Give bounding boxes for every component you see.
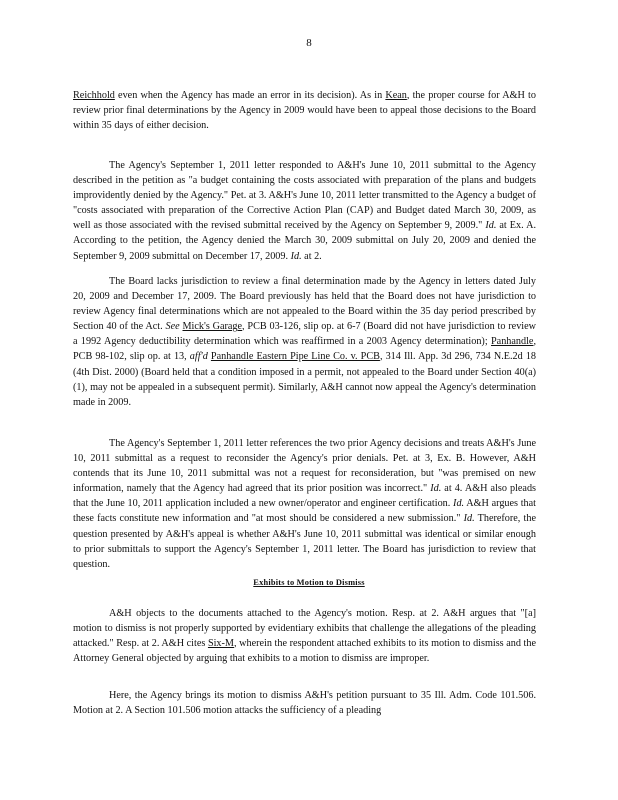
paragraph-september-letter <box>73 158 536 264</box>
text-run: A&H objects to the documents attached to the Agency's motion. Resp. at 2. A&H argues that "[a] motion to dismiss is not properly supported by evidentiary exhibits that challenge the allegations of the pleading attacked." Resp. at 2. A&H cites <box>73 608 536 650</box>
text-run: , wherein the respondent attached exhibits to its motion to dismiss and the Attorney General objected by arguing that exhibits to a motion to dismiss are improper. <box>73 638 536 665</box>
paragraph-reconsideration <box>73 436 536 572</box>
case-name-six-m: Six-M <box>207 638 234 650</box>
text-run: , PCB 98-102, slip op. at 13, <box>73 336 536 363</box>
signal-see: See <box>165 321 180 333</box>
text-run: , PCB 03-126, slip op. at 6-7 (Board did not have jurisdiction to review a 1992 Agency deductibility determination which was reaffirmed in a 2003 Agency determination); <box>73 321 536 348</box>
text-run: The Agency's September 1, 2011 letter references the two prior Agency decisions and treats A&H's June 10, 2011 submittal as a request to reconsider the Agency's prior denials. Pet. at 3, Ex. B. However, A&H contends that its June 10, 2011 submittal was not a request for reconsideration, but "was premised on new information, namely that the Agency had agreed that its prior position was incorrect." <box>73 438 536 495</box>
text-run: Here, the Agency brings its motion to dismiss A&H's petition pursuant to 35 Ill. Adm. Code 101.506. Motion at 2. A Section 101.506 motion attacks the sufficiency of a pleading <box>73 690 536 717</box>
citation-id: Id. <box>290 250 302 262</box>
case-name-reichhold: Reichhold <box>73 90 115 101</box>
paragraph-exhibits-objection <box>73 606 536 666</box>
citation-id: Id. <box>463 513 475 525</box>
case-name-micks-garage: Mick's Garage <box>182 321 243 333</box>
text-run: Therefore, the question presented by A&H's appeal is whether A&H's June 10, 2011 submittal was identical or similar enough to prior submittals to support the Agency's September 1, 2011 letter. The Board has jurisdiction to review that question. <box>73 513 536 570</box>
citation-id: Id. <box>485 220 497 232</box>
text-run: at 4. A&H also pleads that the June 10, 2011 application included a new owner/operator and engineer certification. <box>73 483 537 510</box>
text-run: , 314 Ill. App. 3d 296, 734 N.E.2d 18 (4th Dist. 2000) (Board held that a condition imposed in a permit, not appealed to the Board under Section 40(a)(1), may not be appealed in a subsequent permit). Similarly, A&H cannot now appeal the Agency's determination made in 2009. <box>73 351 537 408</box>
text-run: , the proper course for A&H to review prior final determinations by the Agency in 2009 would have been to appeal those decisions to the Board within 35 days of either decision. <box>73 90 536 132</box>
case-name-panhandle-eastern: Panhandle Eastern Pipe Line Co. v. PCB <box>210 351 380 363</box>
text-run: at Ex. A. According to the petition, the Agency denied the March 30, 2009 submittal on July 20, 2009 and denied the September 9, 2009 submittal on December 17, 2009. <box>73 220 537 262</box>
text-run: even when the Agency has made an error in its decision). As in <box>114 90 386 101</box>
text-run: at 2. <box>301 250 322 262</box>
section-heading: Exhibits to Motion to Dismiss <box>253 578 365 587</box>
citation-id: Id. <box>453 498 465 510</box>
paragraph-motion-to-dismiss <box>73 688 536 718</box>
text-run: The Board lacks jurisdiction to review a final determination made by the Agency in letters dated July 20, 2009 and December 17, 2009. The Board previously has held that the Board does not have jurisdiction to review Agency final determinations which are not appealed to the Board within the 35 day period prescribed by Section 40 of the Act. <box>73 276 536 333</box>
citation-id: Id. <box>430 483 442 495</box>
page-number: 8 <box>306 37 312 49</box>
text-run: The Agency's September 1, 2011 letter responded to A&H's June 10, 2011 submittal to the Agency described in the petition as "a budget containing the costs associated with preparation of the plans and budgets improvidently denied by the Agency." Pet. at 3. A&H's June 10, 2011 letter transmitted to the Agency a budget of "costs associated with preparation of the Corrective Action Plan (CAP) and Budget dated March 30, 2009, as well as those associated with the revised submittal received by the Agency on September 9, 2009." <box>73 160 536 232</box>
paragraph-jurisdiction <box>73 274 536 410</box>
text-run: A&H argues that these facts constitute new information and "at most should be considered a new submission." <box>73 498 536 525</box>
case-name-kean: Kean <box>385 90 407 101</box>
paragraph-reichhold <box>73 88 536 133</box>
case-name-panhandle: Panhandle <box>491 336 534 348</box>
signal-affd: aff'd <box>189 351 208 363</box>
